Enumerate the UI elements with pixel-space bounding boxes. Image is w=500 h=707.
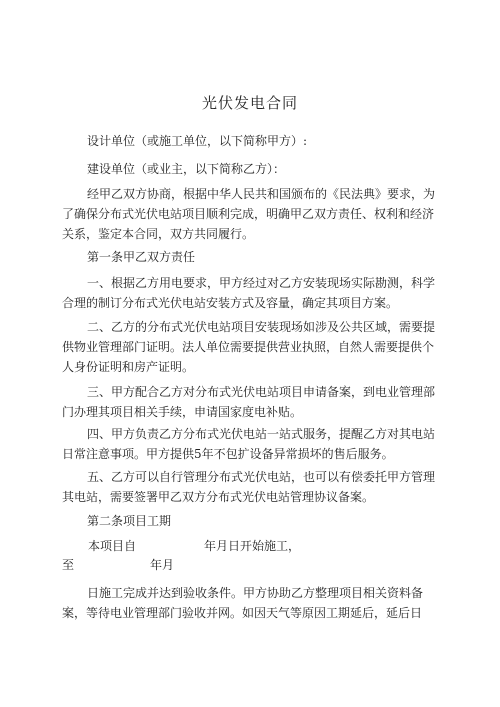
completion-paragraph: 日施工完成并达到验收条件。甲方协助乙方整理项目相关资料备案，等待电业管理部门验收并网。如因天气等原因工期延后，延后日 xyxy=(62,586,424,620)
schedule-to-text: 至 xyxy=(62,558,75,572)
design-unit-line: 设计单位（或施工单位，以下简称甲方）: xyxy=(87,134,308,148)
article2-heading: 第二条项目工期 xyxy=(87,514,172,528)
article1-item-2: 二、乙方的分布式光伏电站项目安装现场如涉及公共区域，需要提供物业管理部门证明。法人单位需要提供营业执照，自然人需要提供个人身份证明和房产证明。 xyxy=(62,320,436,374)
schedule-from-text: 本项目自 xyxy=(88,539,137,553)
document-title: 光伏发电合同 xyxy=(201,94,298,112)
article1-heading: 第一条甲乙双方责任 xyxy=(87,250,196,264)
schedule-start-text: 年月日开始施工， xyxy=(204,539,301,553)
article1-item-1: 一、根据乙方用电要求，甲方经过对乙方安装现场实际勘测，科学合理的制订分布式光伏电站安装方式及容量，确定其项目方案。 xyxy=(62,276,436,310)
build-unit-line: 建设单位（或业主，以下简称乙方）： xyxy=(87,162,286,176)
schedule-year-month-text: 年月 xyxy=(150,558,175,572)
article1-item-5: 五、乙方可以自行管理分布式光伏电站，也可以有偿委托甲方管理其电站，需要签署甲乙双方分布式光伏电站管理协议备案。 xyxy=(62,470,436,504)
article1-item-3: 三、甲方配合乙方对分布式光伏电站项目申请备案，到电业管理部门办理其项目相关手续，申请国家度电补贴。 xyxy=(62,385,436,419)
article1-item-4: 四、甲方负责乙方分布式光伏电站一站式服务，提醒乙方对其电站日常注意事项。甲方提供5年不包扩设备异常损坏的售后服务。 xyxy=(62,427,436,461)
intro-paragraph: 经甲乙双方协商，根据中华人民共和国颁布的《民法典》要求，为了确保分布式光伏电站项目顺利完成，明确甲乙双方责任、权利和经济关系，鉴定本合同，双方共同履行。 xyxy=(62,187,436,241)
